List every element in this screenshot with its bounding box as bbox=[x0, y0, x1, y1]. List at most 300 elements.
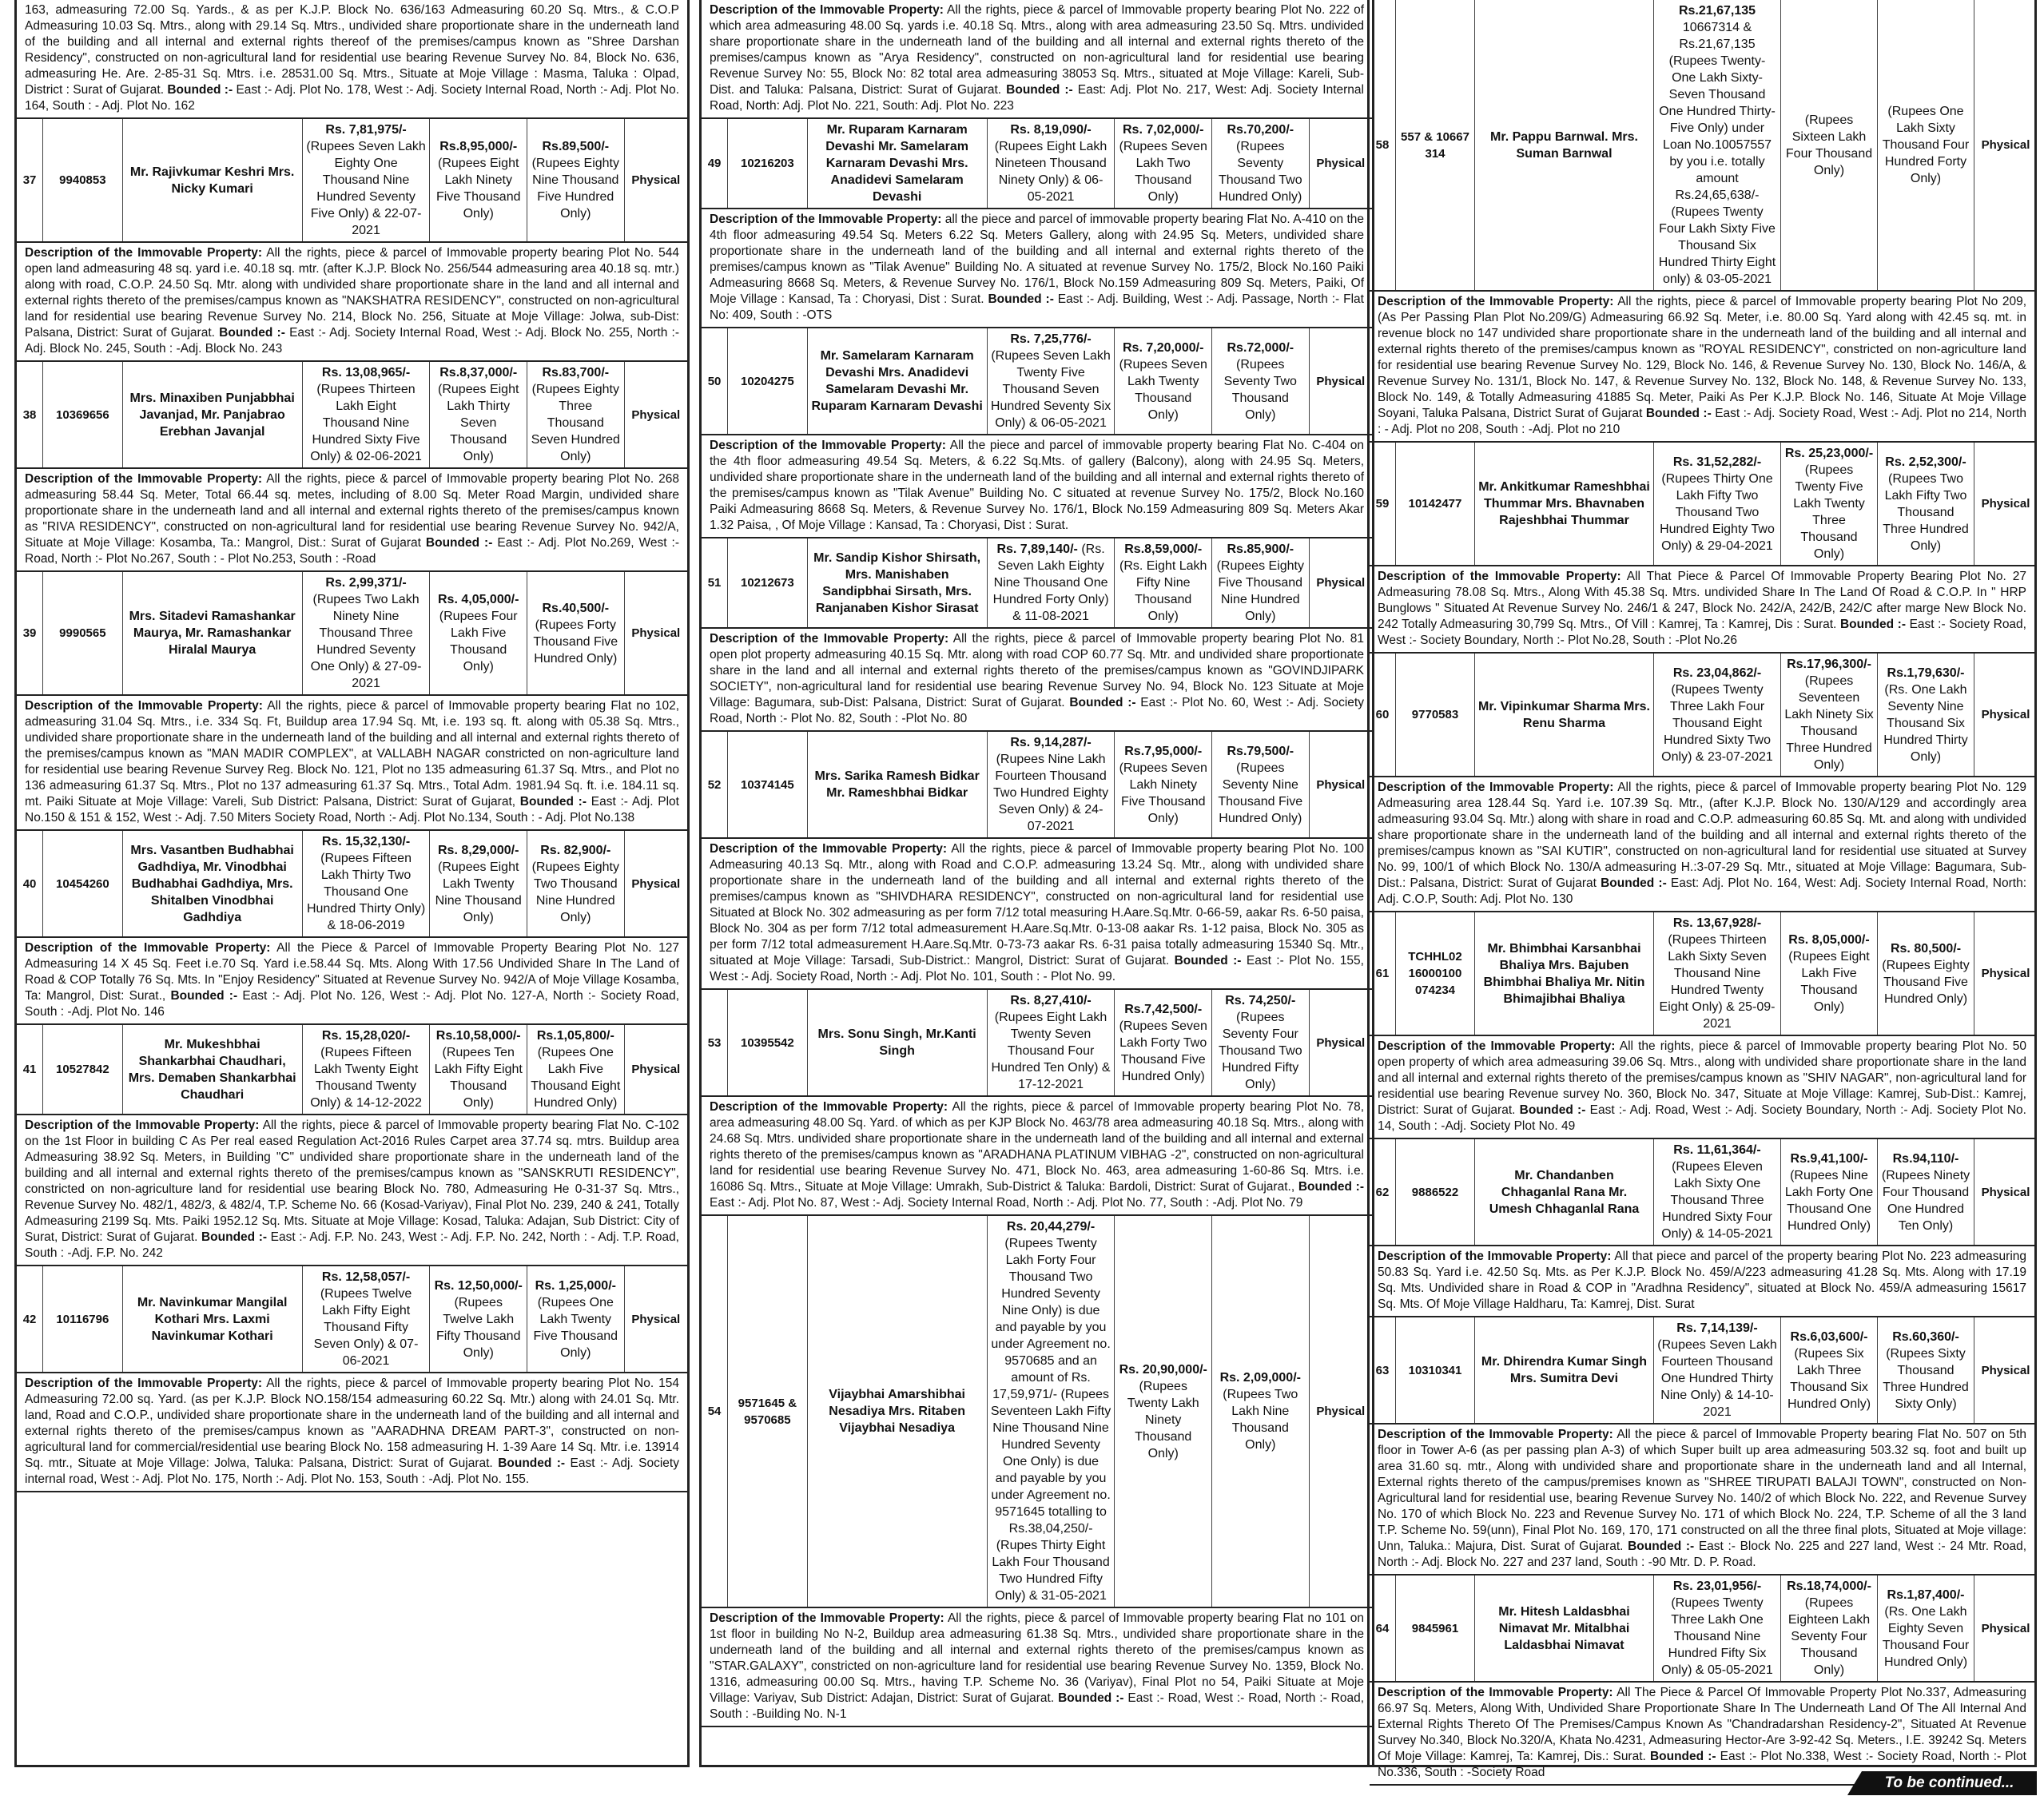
description-label: Description of the Immovable Property: bbox=[1378, 781, 1614, 794]
bounded-text: East :- Society Road, West :- Society Boundary, North :- Plot No.28, South : -Plot No.26 bbox=[1378, 618, 2026, 647]
reserve-price-amount: Rs. 7,20,000/- bbox=[1123, 340, 1204, 355]
emd-amount bbox=[527, 362, 625, 468]
emd-amount-words: (Rupees Seventy Thousand Two Hundred Only) bbox=[1218, 140, 1302, 204]
borrower-row bbox=[702, 328, 1372, 435]
emd-amount-amount: Rs. 80,500/- bbox=[1890, 941, 1962, 956]
loan-account-number: TCHHL02 16000100 074234 bbox=[1396, 912, 1475, 1035]
reserve-price-amount: Rs.7,95,000/- bbox=[1124, 744, 1203, 758]
reserve-price-amount: Rs.18,74,000/- bbox=[1787, 1579, 1871, 1593]
description-text: All the rights, piece & parcel of Immovable property bearing Plot No. 129 Admeasuring area 128.44 Sq. Yard i.e. 107.39 Sq. Mtr., (after K.J.P. Block No. 130/A/129 and accordingly area admeasuring 93.04 Sq. Mtr.) along with share in road and C.O.P. admeasuring 60.85 Sq. Mt. and along with undivided share proportionate share in the underneath land of the building and all internal and external rights thereto of the premises/campus known as "SAI KUTIR", constructed on non-agricultural land for residential use situated at Survey No. 99, 100/1 of which Block No. 130/A admeasuring H.:3-07-29 Sq. Mtr., situated at Moje Village: Bagumara, Sub-Dist.: Palsana, District: Surat of Gujarat bbox=[1378, 781, 2026, 890]
emd-amount bbox=[1878, 1139, 1974, 1246]
outstanding-amount-words: (Rupees Eight Lakh Twenty Seven Thousand Four Hundred Ten Only) & 17-12-2021 bbox=[991, 1011, 1111, 1091]
property-description bbox=[702, 1097, 1372, 1216]
loan-account-number: 9886522 bbox=[1396, 1139, 1475, 1246]
borrower-names: Mr. Rajivkumar Keshri Mrs. Nicky Kumari bbox=[122, 119, 302, 242]
bounded-label: Bounded :- bbox=[1069, 696, 1136, 709]
emd-amount bbox=[1878, 0, 1974, 291]
serial-number: 51 bbox=[702, 538, 728, 628]
serial-number: 40 bbox=[17, 831, 43, 937]
borrower-row bbox=[17, 572, 687, 696]
bounded-text: East :- Adj. Society internal road, West :- Adj. Plot No. 175, North :- Adj. Plot No. 153, South : -Adj. Plot No. 155. bbox=[25, 1456, 679, 1486]
reserve-price bbox=[1781, 1317, 1878, 1424]
borrower-row bbox=[1370, 0, 2037, 292]
serial-number: 38 bbox=[17, 362, 43, 468]
outstanding-amount-amount: Rs. 12,58,057/- bbox=[321, 1270, 411, 1284]
description-text: all the piece and parcel of immovable property bearing Flat No. A-410 on the 4th floor admeasuring 49.54 Sq. Meters 6.22 Sq. Meters Gallery, along with 24.95 Sq. Meters, undivided share proportionate share in the underneath land of the building and all internal and external rights thereto of the premises/campus known as "Tilak Avenue" Building No. A situated at revenue Survey No. 175/2, Block No.160 Paiki Admeasuring 8668 Sq. Meters, & Revenue Survey No. 176/1, Block No.159 Admeasuring 809 Sq. Meters, Paiki, Of Moje Village : Kansad, Ta : Choryasi, Dist : Surat. bbox=[710, 213, 1364, 306]
bounded-label: Bounded :- bbox=[170, 989, 238, 1003]
reserve-price bbox=[430, 831, 527, 937]
column-1 bbox=[14, 0, 690, 1767]
column-3 bbox=[1367, 0, 2037, 1779]
outstanding-amount bbox=[302, 831, 430, 937]
emd-amount-amount: Rs.83,700/- bbox=[542, 366, 610, 379]
emd-amount-words: (Rupees Eighty Nine Thousand Five Hundred Only) bbox=[531, 157, 619, 221]
emd-amount-words: (Rupees Eighty Thousand Five Hundred Only) bbox=[1882, 958, 1970, 1006]
possession-type: Physical bbox=[1316, 777, 1366, 792]
property-description bbox=[17, 938, 687, 1025]
borrower-names: Mrs. Sitadevi Ramashankar Maurya, Mr. Ramashankar Hiralal Maurya bbox=[122, 572, 302, 695]
outstanding-amount-words: (Rupees Thirty One Lakh Fifty Two Thousand Two Hundred Eighty Two Only) & 29-04-2021 bbox=[1660, 471, 1775, 553]
outstanding-amount-words: (Rupees Seven Lakh Fourteen Thousand One Hundred Thirty Nine Only) & 14-10-2021 bbox=[1657, 1338, 1777, 1419]
outstanding-amount bbox=[987, 538, 1115, 628]
emd-amount-words: (Rs. One Lakh Seventy Nine Thousand Six Hundred Thirty Only) bbox=[1883, 682, 1968, 764]
description-label: Description of the Immovable Property: bbox=[710, 1611, 944, 1625]
emd-amount-amount: Rs.85,900/- bbox=[1227, 542, 1294, 556]
borrower-names: Mr. Bhimbhai Karsanbhai Bhaliya Mrs. Bajuben Bhimbhai Bhaliya Mr. Nitin Bhimajibhai Bhaliya bbox=[1475, 912, 1654, 1035]
emd-amount-words: (Rupees Two Lakh Nine Thousand Only) bbox=[1223, 1388, 1298, 1452]
description-label: Description of the Immovable Property: bbox=[25, 1119, 260, 1132]
reserve-price-words: (Rupees Nine Lakh Forty One Thousand One Hundred Only) bbox=[1784, 1168, 1874, 1233]
possession-type: Physical bbox=[1316, 1035, 1366, 1050]
reserve-price-amount: Rs.7,42,500/- bbox=[1124, 1002, 1203, 1016]
bounded-label: Bounded :- bbox=[425, 536, 493, 550]
loan-account-number: 10374145 bbox=[728, 732, 807, 838]
description-text: All the rights, piece & parcel of Immovable property bearing Plot No. 78, area admeasuring 48.00 Sq. Yard. of which as per KJP Block No. 463/78 area admeasuring 40.18 Sq. Mtrs., along with 24.68 Sq. Mtrs. undivided share proportionate share in the underneath land of the building and all internal and external rights thereto of the premises/campus known as "ARADHANA PLATINUM VIBHAG -2", constructed on non-agricultural land for residential use bearing Revenue Survey No. 471, Block No. 463, area admeasuring 1-60-86 Sq. Mtrs. i.e. 16086 Sq. Mtrs., Situate at Moje Village: Umrakh, Sub-District & Taluka: Bardoli, District: Surat of Gujarat., bbox=[710, 1100, 1364, 1194]
borrower-row bbox=[17, 1025, 687, 1115]
outstanding-amount-amount: Rs. 2,99,371/- bbox=[325, 576, 407, 590]
property-description bbox=[1370, 1425, 2034, 1575]
bounded-text: East :- Adj. Building, West :- Adj. Passage, North :- Flat No: 409, South : -OTS bbox=[710, 292, 1364, 322]
emd-amount-amount: Rs.94,110/- bbox=[1892, 1151, 1959, 1166]
possession-type: Physical bbox=[1981, 967, 2030, 980]
property-description bbox=[702, 209, 1372, 328]
description-text: All That Piece & Parcel Of Immovable Property Bearing Plot No. 27 Admeasuring 78.08 Sq. Mtrs., Along With 45.38 Sq. Mtrs. undivided Share In The Land Of Road & C.O.P. In " HRP Bunglows " Situated At Revenue Survey No. 246/1 & 247, Block No. 242/A, 242/B, 242/C after marge New Block No. 242 Totally Admeasuring 30,799 Sq. Mtrs., Of Vill : Kamrej, Ta : Kamrej, Dis : Surat. bbox=[1378, 570, 2027, 631]
emd-amount bbox=[527, 1266, 625, 1373]
borrower-row bbox=[1370, 1139, 2037, 1246]
reserve-price-words: (Rupees Ten Lakh Fifty Eight Thousand Only) bbox=[434, 1046, 523, 1110]
bounded-text: East :- Adj. Road, West :- Adj. Society Boundary, North :- Adj. Society Plot No. 14, South : -Adj. Society Plot No. 49 bbox=[1378, 1103, 2026, 1133]
reserve-price-words: (Rupees Twenty Lakh Ninety Thousand Only) bbox=[1127, 1379, 1199, 1460]
possession-type: Physical bbox=[631, 876, 681, 891]
bounded-text: East: Adj. Plot No. 217, West: Adj. Society Internal Road, North: Adj. Plot No. 221, South: Adj. Plot No. 223 bbox=[710, 83, 1364, 113]
outstanding-amount-words: (Rs. Seven Lakh Eighty Nine Thousand One Hundred Forty Only) & 11-08-2021 bbox=[992, 542, 1109, 623]
reserve-price-amount: Rs.17,96,300/- bbox=[1787, 658, 1871, 671]
bounded-label: Bounded :- bbox=[1839, 618, 1906, 631]
emd-amount-words: (Rupees One Lakh Twenty Five Thousand Only) bbox=[533, 1295, 618, 1360]
emd-amount-amount: Rs.40,500/- bbox=[542, 601, 610, 615]
borrower-row bbox=[17, 831, 687, 938]
borrower-row bbox=[1370, 1575, 2037, 1683]
outstanding-amount-words: (Rupees Eleven Lakh Sixty One Thousand Three Hundred Sixty Four Only) & 14-05-2021 bbox=[1661, 1160, 1773, 1241]
description-label: Description of the Immovable Property: bbox=[25, 1377, 263, 1390]
bounded-text: East :- Road, West :- Road, North :- Road, South : -Building No. N-1 bbox=[710, 1691, 1364, 1721]
property-description bbox=[17, 1115, 687, 1266]
outstanding-amount-amount: Rs. 23,01,956/- bbox=[1672, 1579, 1762, 1593]
property-description bbox=[17, 469, 687, 572]
loan-account-number: 10116796 bbox=[43, 1266, 122, 1373]
borrower-names: Mr. Navinkumar Mangilal Kothari Mrs. Laxmi Navinkumar Kothari bbox=[122, 1266, 302, 1373]
borrower-row bbox=[17, 362, 687, 469]
serial-number: 58 bbox=[1370, 0, 1396, 291]
emd-amount-words: (Rupees Seventy Four Thousand Two Hundred Fifty Only) bbox=[1218, 1011, 1302, 1091]
serial-number: 41 bbox=[17, 1025, 43, 1115]
bounded-label: Bounded :- bbox=[1645, 407, 1712, 420]
description-label: Description of the Immovable Property: bbox=[25, 472, 263, 486]
borrower-names: Mr. Dhirendra Kumar Singh Mrs. Sumitra Devi bbox=[1475, 1317, 1654, 1424]
bounded-label: Bounded :- bbox=[1649, 1750, 1716, 1763]
emd-amount-amount: Rs.1,87,400/- bbox=[1887, 1587, 1965, 1602]
borrower-row bbox=[17, 1266, 687, 1373]
reserve-price-amount: Rs. 7,02,000/- bbox=[1123, 123, 1204, 137]
description-text: All the piece & parcel of Immovable Property bearing Flat No. 507 on 5th floor in Tower A-6 (as per passing plan A-3) of which Super built up area admeasuring 503.32 sq. foot and built up area 31.60 sq. mtr., Along with undivided share and proportionate share in the underneath land and all Internal, External rights thereto of the campus/premises known as "SHREE TIRUPATI BALAJI TOWN", constructed on Non- Agricultural land for residential use, bearing Revenue Survey No. 140/2 of which Block No. 222, and Revenue Survey No. 170 of which Block No. 223 and Revenue Survey No. 171 of which Block No. 224, T.P. Scheme of all the 3 land T.P. Scheme No. 59(unn), Final Plot No. 169, 170, 171 constructed on all the three final plots, Situated at Moje village: Unn, Taluka.: Majura, Dist. Surat of Gujarat. bbox=[1378, 1428, 2027, 1553]
possession-type: Physical bbox=[631, 1312, 681, 1326]
outstanding-amount bbox=[987, 119, 1115, 209]
serial-number: 52 bbox=[702, 732, 728, 838]
reserve-price-amount: Rs. 25,23,000/- bbox=[1784, 447, 1874, 460]
reserve-price-words: (Rupees Eighteen Lakh Seventy Four Thousand Only) bbox=[1788, 1596, 1871, 1677]
emd-amount-amount: Rs. 2,52,300/- bbox=[1885, 455, 1966, 469]
emd-amount-words: (Rupees Sixty Thousand Three Hundred Sixty Only) bbox=[1883, 1346, 1969, 1411]
outstanding-amount-words: (Rupees Fifteen Lakh Thirty Two Thousand One Hundred Thirty Only) & 18-06-2019 bbox=[306, 852, 426, 932]
bounded-text: East :- Adj. Plot No.269, West :- Road, North :- Plot No.267, South : - Plot No.253, South : -Road bbox=[25, 536, 680, 566]
reserve-price-amount: Rs.8,37,000/- bbox=[439, 366, 518, 379]
possession-type: Physical bbox=[1981, 1185, 2030, 1199]
possession-type: Physical bbox=[1981, 497, 2030, 511]
outstanding-amount-amount: Rs. 8,27,410/- bbox=[1010, 994, 1092, 1007]
bounded-text: East :- Adj. Plot No. 126, West :- Adj. Plot No. 127-A, North :- Society Road, South : -Adj. Plot No. 146 bbox=[25, 989, 679, 1019]
bounded-text: East :- Block No. 225 and 227 land, West :- 24 Mtr. Road, North :- Adj. Block No. 227 and 237 land, South : -90 Mtr. D. P. Road. bbox=[1378, 1540, 2027, 1569]
description-text: All the rights, piece & parcel of Immovable property bearing Flat no 102, admeasuring 31.04 Sq. Mtrs., i.e. 334 Sq. Ft, Buildup area 17.94 Sq. Mt, i.e. 193 sq. ft. along with 05.38 Sq. Mtrs., undivided share proportionate share in the underneath land of the building and all internal and external rights thereto of the premises/campus known as "MAN MADIR COMPLEX", at VALLABH NAGAR constricted on non-agriculture land for residential use bearing Revenue Survey Reg. Block No. 121, Plot no 135 admeasuring 61.37 Sq. Mtrs., and Plot no 136 admeasuring 61.37 Sq. Mtrs., Plot no 137 admeasuring 61.37 Sq. Mtrs., Total Adm. 1981.94 Sq. ft. i.e. 184.11 sq. mt. Paiki Situate at Moje Village: Vareli, Sub District: Palsana, District: Surat of Gujarat, bbox=[25, 699, 679, 809]
borrower-names: Mrs. Vasantben Budhabhai Gadhdiya, Mr. Vinodbhai Budhabhai Gadhdiya, Mrs. Shitalben Vinodbhai Gadhdiya bbox=[122, 831, 302, 937]
reserve-price-amount: Rs. 12,50,000/- bbox=[434, 1278, 523, 1293]
borrower-names: Vijaybhai Amarshibhai Nesadiya Mrs. Ritaben Vijaybhai Nesadiya bbox=[807, 1216, 987, 1607]
reserve-price-words: (Rs. Eight Lakh Fifty Nine Thousand Only) bbox=[1119, 559, 1207, 623]
description-label: Description of the Immovable Property: bbox=[1378, 570, 1621, 583]
loan-account-number: 10369656 bbox=[43, 362, 122, 468]
bounded-label: Bounded :- bbox=[1601, 876, 1667, 890]
reserve-price-words: (Rupees Sixteen Lakh Four Thousand Only) bbox=[1785, 113, 1873, 177]
property-description bbox=[1370, 566, 2034, 654]
outstanding-amount-words: (Rupees Twenty Three Lakh One Thousand Nine Hundred Fifty Six Only) & 05-05-2021 bbox=[1661, 1596, 1773, 1677]
bounded-label: Bounded :- bbox=[519, 795, 587, 809]
outstanding-amount-words: (Rupees Nine Lakh Fourteen Thousand Two Hundred Eighty Seven Only) & 24-07-2021 bbox=[993, 753, 1109, 833]
outstanding-amount-amount: Rs. 15,32,130/- bbox=[321, 835, 411, 848]
emd-amount-words: (Rupees Seventy Two Thousand Only) bbox=[1223, 357, 1297, 422]
outstanding-amount bbox=[302, 119, 430, 242]
loan-account-number: 9571645 & 9570685 bbox=[728, 1216, 807, 1607]
outstanding-amount-amount: Rs.21,67,135 bbox=[1678, 4, 1756, 18]
description-label: Description of the Immovable Property: bbox=[1378, 1686, 1613, 1699]
reserve-price bbox=[1781, 654, 1878, 777]
reserve-price-amount: Rs. 8,29,000/- bbox=[438, 843, 519, 857]
borrower-row bbox=[702, 538, 1372, 629]
reserve-price bbox=[430, 119, 527, 242]
borrower-row bbox=[1370, 912, 2037, 1036]
borrower-row bbox=[1370, 654, 2037, 777]
loan-account-number: 9845961 bbox=[1396, 1575, 1475, 1682]
loan-account-number: 10216203 bbox=[728, 119, 807, 209]
property-description bbox=[1370, 1246, 2034, 1317]
borrower-names: Mrs. Sonu Singh, Mr.Kanti Singh bbox=[807, 990, 987, 1096]
borrower-names: Mr. Mukeshbhai Shankarbhai Chaudhari, Mrs. Demaben Shankarbhai Chaudhari bbox=[122, 1025, 302, 1115]
reserve-price bbox=[1115, 990, 1212, 1096]
reserve-price bbox=[430, 1025, 527, 1115]
reserve-price-amount: Rs.8,59,000/- bbox=[1124, 542, 1203, 556]
emd-amount bbox=[1878, 1575, 1974, 1682]
loan-account-number: 10212673 bbox=[728, 538, 807, 628]
outstanding-amount bbox=[987, 1216, 1115, 1607]
reserve-price bbox=[1781, 1575, 1878, 1682]
loan-account-number: 557 & 10667 314 bbox=[1396, 0, 1475, 291]
borrower-names: Mrs. Minaxiben Punjabbhai Javanjad, Mr. Panjabrao Erebhan Javanjal bbox=[122, 362, 302, 468]
bounded-text: East :- Adj. F.P. No. 243, West :- Adj. F.P. No. 242, North : - Adj. T.P. Road, South : -Adj. F.P. No. 242 bbox=[25, 1230, 679, 1260]
property-description bbox=[702, 0, 1372, 119]
bounded-label: Bounded :- bbox=[1298, 1180, 1364, 1194]
loan-account-number: 10310341 bbox=[1396, 1317, 1475, 1424]
reserve-price bbox=[430, 572, 527, 695]
outstanding-amount-amount: Rs. 7,89,140/- bbox=[996, 542, 1078, 556]
bounded-label: Bounded :- bbox=[167, 83, 233, 97]
bounded-text: East :- Adj. Plot No. 87, West :- Adj. Society Internal Road, North :- Adj. Plot No. 77, South : -Adj. Plot No. 79 bbox=[710, 1196, 1303, 1210]
possession-type: Physical bbox=[1981, 1363, 2030, 1377]
description-label: Description of the Immovable Property: bbox=[25, 699, 263, 713]
property-description bbox=[1370, 1683, 2034, 1786]
borrower-row bbox=[1370, 443, 2037, 566]
reserve-price bbox=[430, 362, 527, 468]
borrower-names: Mr. Vipinkumar Sharma Mrs. Renu Sharma bbox=[1475, 654, 1654, 777]
serial-number: 60 bbox=[1370, 654, 1396, 777]
outstanding-amount-words: (Rupees Twelve Lakh Fifty Eight Thousand Fifty Seven Only) & 07-06-2021 bbox=[313, 1287, 419, 1368]
emd-amount bbox=[1212, 328, 1310, 435]
property-description bbox=[17, 1373, 687, 1492]
outstanding-amount-words: (Rupees Two Lakh Ninety Nine Thousand Three Hundred Seventy One Only) & 27-09-2021 bbox=[310, 593, 422, 690]
possession-type: Physical bbox=[631, 1063, 681, 1076]
serial-number: 59 bbox=[1370, 443, 1396, 566]
loan-account-number: 10527842 bbox=[43, 1025, 122, 1115]
serial-number: 49 bbox=[702, 119, 728, 209]
reserve-price bbox=[1781, 1139, 1878, 1246]
possession-type: Physical bbox=[631, 407, 681, 422]
emd-amount bbox=[1212, 990, 1310, 1096]
outstanding-amount-amount: Rs. 9,14,287/- bbox=[1010, 736, 1092, 749]
borrower-names: Mr. Pappu Barnwal. Mrs. Suman Barnwal bbox=[1475, 0, 1654, 291]
description-label: Description of the Immovable Property: bbox=[25, 246, 263, 260]
serial-number: 53 bbox=[702, 990, 728, 1096]
reserve-price-words: (Rupees Eight Lakh Ninety Five Thousand Only) bbox=[435, 157, 521, 221]
outstanding-amount-words: (Rupees Seven Lakh Eighty One Thousand Nine Hundred Seventy Five Only) & 22-07-2021 bbox=[306, 140, 426, 237]
description-text: All the rights, piece & parcel of Immovable property bearing Plot No. 544 open land admeasuring 48 sq. yard i.e. 40.18 sq. mtr. (after K.J.P. Block No. 256/544 admeasuring area 40.18 sq. mtr.) along with road, C.O.P. 24.50 Sq. Mtr. along with undivided share proportionate share in the land and all internal and external rights thereto of the premises/campus known as "NAKSHATRA RESIDENCY", constructed on non-agricultural land for residential use bearing Revenue Survey No. 214, Block No. 256, Situate at Moje Village: Jolwa, sub-Dist: Palsana, District: Surat of Gujarat. bbox=[25, 246, 679, 340]
emd-amount-amount: Rs. 2,09,000/- bbox=[1219, 1371, 1301, 1385]
loan-account-number: 10142477 bbox=[1396, 443, 1475, 566]
reserve-price-words: (Rupees Four Lakh Five Thousand Only) bbox=[439, 610, 518, 674]
emd-amount-words: (Rupees Eighty Two Thousand Nine Hundred Only) bbox=[531, 860, 619, 924]
reserve-price-words: (Rupees Eight Lakh Thirty Seven Thousand Only) bbox=[438, 383, 519, 463]
bounded-label: Bounded :- bbox=[201, 1230, 268, 1244]
borrower-row bbox=[1370, 1317, 2037, 1425]
emd-amount-amount: Rs.1,05,800/- bbox=[536, 1029, 614, 1043]
possession-type: Physical bbox=[631, 173, 681, 187]
outstanding-amount-amount: Rs. 7,14,139/- bbox=[1676, 1321, 1758, 1335]
emd-amount bbox=[527, 831, 625, 937]
outstanding-amount bbox=[1654, 1575, 1781, 1682]
property-description bbox=[702, 435, 1372, 538]
bounded-text: East :- Plot No. 60, West :- Adj. Society Road, North :- Plot No. 82, South : -Plot No. 80 bbox=[710, 696, 1364, 725]
reserve-price-words: (Rupees Eight Lakh Five Thousand Only) bbox=[1788, 950, 1870, 1014]
description-text: All the rights, piece & parcel of Immovable property bearing Flat no 101 on 1st floor in building No N-2, Buildup area admeasuring 61.38 Sq. Mtrs., undivided share proportionate share in the underneath land of the building and all internal and external rights thereto of the premises/campus known as "STAR.GALAXY", constricted on non-agriculture land for residential use bearing Revenue Survey No. 1359, Block No. 1316, admeasuring 00.00 Sq. Mtrs., having T.P. Scheme No. 36 (Variyav), Final Plot no 54, Paiki Situate at Moje Village: Variyav, Sub District: Adajan, District: Surat of Gujarat. bbox=[710, 1611, 1365, 1705]
reserve-price-words: (Rupees Seventeen Lakh Ninety Six Thousand Three Hundred Only) bbox=[1784, 674, 1874, 772]
reserve-price-amount: Rs.8,95,000/- bbox=[439, 140, 518, 153]
possession-type: Physical bbox=[1316, 374, 1366, 388]
description-label: Description of the Immovable Property: bbox=[1378, 1039, 1616, 1053]
outstanding-amount-words: (Rupees Thirteen Lakh Eight Thousand Nine Hundred Sixty Five Only) & 02-06-2021 bbox=[310, 383, 422, 463]
serial-number: 64 bbox=[1370, 1575, 1396, 1682]
emd-amount-words: (Rupees Eighty Five Thousand Nine Hundred Only) bbox=[1216, 559, 1304, 623]
reserve-price bbox=[1781, 443, 1878, 566]
emd-amount bbox=[1212, 1216, 1310, 1607]
borrower-names: Mr. Ankitkumar Rameshbhai Thummar Mrs. Bhavnaben Rajeshbhai Thummar bbox=[1475, 443, 1654, 566]
outstanding-amount bbox=[987, 732, 1115, 838]
bounded-text: East :- Plot No.338, West :- Society Road, North :- Plot No.336, South : -Society Road bbox=[1378, 1750, 2026, 1779]
reserve-price bbox=[1115, 119, 1212, 209]
reserve-price-words: (Rupees Seven Lakh Twenty Thousand Only) bbox=[1119, 357, 1207, 422]
reserve-price-words: (Rupees Seven Lakh Forty Two Thousand Five Hundred Only) bbox=[1119, 1019, 1207, 1083]
possession-type: Physical bbox=[1316, 157, 1366, 170]
property-description bbox=[702, 629, 1372, 732]
property-description bbox=[702, 839, 1372, 990]
loan-account-number: 9990565 bbox=[43, 572, 122, 695]
emd-amount bbox=[1212, 119, 1310, 209]
emd-amount bbox=[1878, 1317, 1974, 1424]
emd-amount-words: (Rupees Two Lakh Fifty Two Thousand Three Hundred Only) bbox=[1883, 471, 1969, 553]
description-text: All the Piece & Parcel of Immovable Property Bearing Plot No. 127 Admeasuring 14 X 45 Sq. Feet i.e.70 Sq. Yard i.e.58.44 Sq. Mts. Along With 17.56 Undivided Share In The Land of Road & COP Totally 76 Sq. Mts. In "Enjoy Residency" Situated at Revenue Survey No. 942/A of Moje Village Kosamba, Ta: Mangrol, Dist: Surat., bbox=[25, 941, 679, 1003]
emd-amount-amount: Rs.79,500/- bbox=[1227, 744, 1294, 758]
reserve-price bbox=[1781, 912, 1878, 1035]
borrower-row bbox=[702, 119, 1372, 209]
emd-amount bbox=[1212, 732, 1310, 838]
borrower-row bbox=[702, 990, 1372, 1097]
emd-amount bbox=[1878, 443, 1974, 566]
description-label: Description of the Immovable Property: bbox=[1378, 1428, 1613, 1441]
description-text: All the rights, piece & parcel of Immovable property bearing Plot No. 100 Admeasuring 40.13 Sq. Mtr., along with Road and C.O.P. admeasuring 13.24 Sq. Mtr., along with undivided share proportionate share in the underneath land of the building and all internal and external rights thereto of the premises/campus known as "SHIVDHARA RESIDENCY", constructed on non-agricultural land for residential use Situated at Block No. 302 admeasuring as per form 7/12 total measuring H.Aare.Sq.Mtr. 0-66-59, aakar Rs. 6-50 paisa, Block No. 304 as per form 7/12 total admeasurement H.Aare.Sq.Mtr. 0-13-08 aakar Rs. 1-12 paisa, Block No. 305 as per form 7/12 total admeasurement H.Aare.Sq.Mtr. 0-73-73 aakar Rs. 6-31 paisa totally admeasuring 15340 Sq. Mtr., situated at Moje Village: Tarsadi, Sub-District.: Mangrol, District: Surat of Gujarat. bbox=[710, 842, 1364, 968]
outstanding-amount-words: (Rupees Seven Lakh Twenty Five Thousand Seven Hundred Seventy Six Only) & 06-05-2021 bbox=[990, 349, 1111, 430]
bounded-text: East: Adj. Plot No. 164, West: Adj. Society Internal Road, North: Adj. C.O.P, South: Adj. Plot No. 130 bbox=[1378, 876, 2026, 906]
emd-amount-amount: Rs. 1,25,000/- bbox=[535, 1278, 616, 1293]
description-text: All the rights, piece & parcel of Immovable property bearing Plot No 209, (As Per Passing Plan Plot No.209/G) Admeasuring 66.92 Sq. Meter, i.e. 80.00 Sq. Yard along with 42.45 sq. mt. in revenue block no 147 undivided share proportionate share in the underneath land of the building and all internal and external rights thereto of the premises/campus known as "ROYAL RESIDENCY", constricted on non-agriculture land for residential use bearing Revenue Survey No. 129, Block No. 146, & Revenue Survey No. 130, Block No. 146/A, & Revenue Survey No. 131/1, Block No. 147, & Revenue Survey No. 132, Block No. 148, & Revenue Survey No. 133, Block No. 149, & Totally Admeasuring 41885 Sq. Meter, Paiki As Per K.J.P. Block No. 146, Situate At Moje Village Soyani, Taluka Palsana, District Surat of Gujarat bbox=[1378, 295, 2026, 420]
serial-number: 61 bbox=[1370, 912, 1396, 1035]
bounded-label: Bounded :- bbox=[1519, 1103, 1586, 1117]
reserve-price bbox=[430, 1266, 527, 1373]
property-description bbox=[702, 1608, 1372, 1727]
outstanding-amount bbox=[302, 572, 430, 695]
bounded-text: East :- Adj. Plot No.150 & 151 & 152, West :- Adj. 7.50 Miters Society Road, North :- Adj. Plot No.134, South : - Adj. Plot No.138 bbox=[25, 795, 679, 825]
outstanding-amount bbox=[1654, 1139, 1781, 1246]
reserve-price bbox=[1115, 1216, 1212, 1607]
borrower-row bbox=[17, 119, 687, 243]
serial-number: 50 bbox=[702, 328, 728, 435]
outstanding-amount bbox=[302, 1266, 430, 1373]
description-text: All The Piece & Parcel Of Immovable Property Plot No.337, Admeasuring 66.97 Sq. Meters, Along With, Undivided Share Proportionate Share In The Underneath Land Of The All Internal And External Rights Thereto Of The Premises/Campus Known As "Chandradarshan Residency-2", Situated At Revenue Survey No.340, Block No.320/A, Khata No.4231, Admeasuring Hector-Are 3-92-42 Sq. Meters., I.E. 39242 Sq. Meters Of Moje Village: Kamrej, Ta: Kamrej, Dis.: Surat. bbox=[1378, 1686, 2027, 1763]
property-description bbox=[17, 0, 687, 119]
bounded-label: Bounded :- bbox=[1174, 954, 1242, 968]
reserve-price-amount: Rs. 8,05,000/- bbox=[1788, 933, 1870, 947]
reserve-price bbox=[1115, 538, 1212, 628]
outstanding-amount bbox=[1654, 443, 1781, 566]
outstanding-amount-words: (Rupees Twenty Three Lakh Four Thousand Eight Hundred Sixty Two Only) & 23-07-2021 bbox=[1661, 682, 1773, 764]
description-label: Description of the Immovable Property: bbox=[1378, 295, 1614, 308]
emd-amount-words: (Rs. One Lakh Eighty Seven Thousand Four Hundred Only) bbox=[1882, 1604, 1970, 1669]
borrower-row bbox=[702, 1216, 1372, 1608]
outstanding-amount bbox=[1654, 912, 1781, 1035]
outstanding-amount bbox=[987, 328, 1115, 435]
emd-amount-amount: Rs.89,500/- bbox=[542, 140, 610, 153]
outstanding-amount-amount: Rs. 7,81,975/- bbox=[325, 123, 407, 137]
property-description bbox=[17, 696, 687, 831]
serial-number: 39 bbox=[17, 572, 43, 695]
reserve-price bbox=[1115, 732, 1212, 838]
possession-type: Physical bbox=[1981, 138, 2030, 152]
outstanding-amount-amount: Rs. 15,28,020/- bbox=[321, 1029, 411, 1043]
emd-amount bbox=[1878, 654, 1974, 777]
outstanding-amount bbox=[1654, 1317, 1781, 1424]
reserve-price-words: (Rupees Twelve Lakh Fifty Thousand Only) bbox=[435, 1295, 521, 1360]
description-label: Description of the Immovable Property: bbox=[710, 1100, 948, 1114]
bounded-label: Bounded :- bbox=[498, 1456, 566, 1470]
outstanding-amount bbox=[1654, 654, 1781, 777]
borrower-row bbox=[702, 732, 1372, 839]
loan-account-number: 10204275 bbox=[728, 328, 807, 435]
emd-amount bbox=[527, 119, 625, 242]
reserve-price-words: (Rupees Eight Lakh Twenty Nine Thousand Only) bbox=[435, 860, 522, 924]
description-text: All the rights, piece & parcel of Immovable property bearing Plot No. 81 open plot property admeasuring 40.15 Sq. Mtr. along with road COP 60.77 Sq. Mtr. and undivided share proportionate share in the land and all internal and external rights thereto of the premises/campus known as "GOVINDJIPARK SOCIETY", non-agricultural land for residential use bearing Revenue Survey No. 94, Block No. 123 Situate at Moje Village: Bagumara, sub-Dist: Palsana, District: Surat of Gujarat. bbox=[710, 632, 1364, 709]
serial-number: 62 bbox=[1370, 1139, 1396, 1246]
bounded-label: Bounded :- bbox=[1006, 83, 1073, 97]
emd-amount bbox=[527, 1025, 625, 1115]
description-label: Description of the Immovable Property: bbox=[710, 632, 949, 646]
emd-amount bbox=[527, 572, 625, 695]
reserve-price-amount: Rs. 4,05,000/- bbox=[438, 593, 519, 606]
description-label: Description of the Immovable Property: bbox=[1378, 1250, 1612, 1263]
outstanding-amount-amount: Rs. 31,52,282/- bbox=[1672, 455, 1762, 469]
property-description bbox=[1370, 1036, 2034, 1139]
property-description bbox=[17, 243, 687, 362]
reserve-price-amount: Rs.6,03,600/- bbox=[1790, 1329, 1868, 1344]
reserve-price-words: (Rupees Seven Lakh Two Thousand Only) bbox=[1119, 140, 1207, 204]
outstanding-amount-words: (Rupees Thirteen Lakh Sixty Seven Thousand Nine Hundred Twenty Eight Only) & 25-09-2021 bbox=[1659, 933, 1776, 1031]
emd-amount-words: (Rupees Seventy Nine Thousand Five Hundred Only) bbox=[1218, 761, 1303, 825]
loan-account-number: 10454260 bbox=[43, 831, 122, 937]
reserve-price-words: (Rupees Six Lakh Three Thousand Six Hundred Only) bbox=[1787, 1346, 1871, 1411]
description-label: Description of the Immovable Property: bbox=[710, 439, 946, 452]
reserve-price bbox=[1115, 328, 1212, 435]
outstanding-amount-amount: Rs. 13,67,928/- bbox=[1672, 916, 1762, 930]
bounded-label: Bounded :- bbox=[988, 292, 1054, 306]
description-label: Description of the Immovable Property: bbox=[710, 842, 948, 856]
outstanding-amount-words: 10667314 & Rs.21,67,135 (Rupees Twenty-One Lakh Sixty-Seven Thousand One Hundred Thirty-Five Only) under Loan No.10057557 by you i.e. totally amount Rs.24,65,638/- (Rupees Twenty Four Lakh Sixty Five Thousand Six Hundred Thirty Eight only) & 03-05-2021 bbox=[1658, 21, 1776, 286]
borrower-names: Mrs. Sarika Ramesh Bidkar Mr. Rameshbhai Bidkar bbox=[807, 732, 987, 838]
emd-amount-amount: Rs.72,000/- bbox=[1227, 340, 1294, 355]
reserve-price-words: (Rupees Twenty Five Lakh Twenty Three Thousand Only) bbox=[1793, 463, 1865, 561]
outstanding-amount bbox=[302, 1025, 430, 1115]
